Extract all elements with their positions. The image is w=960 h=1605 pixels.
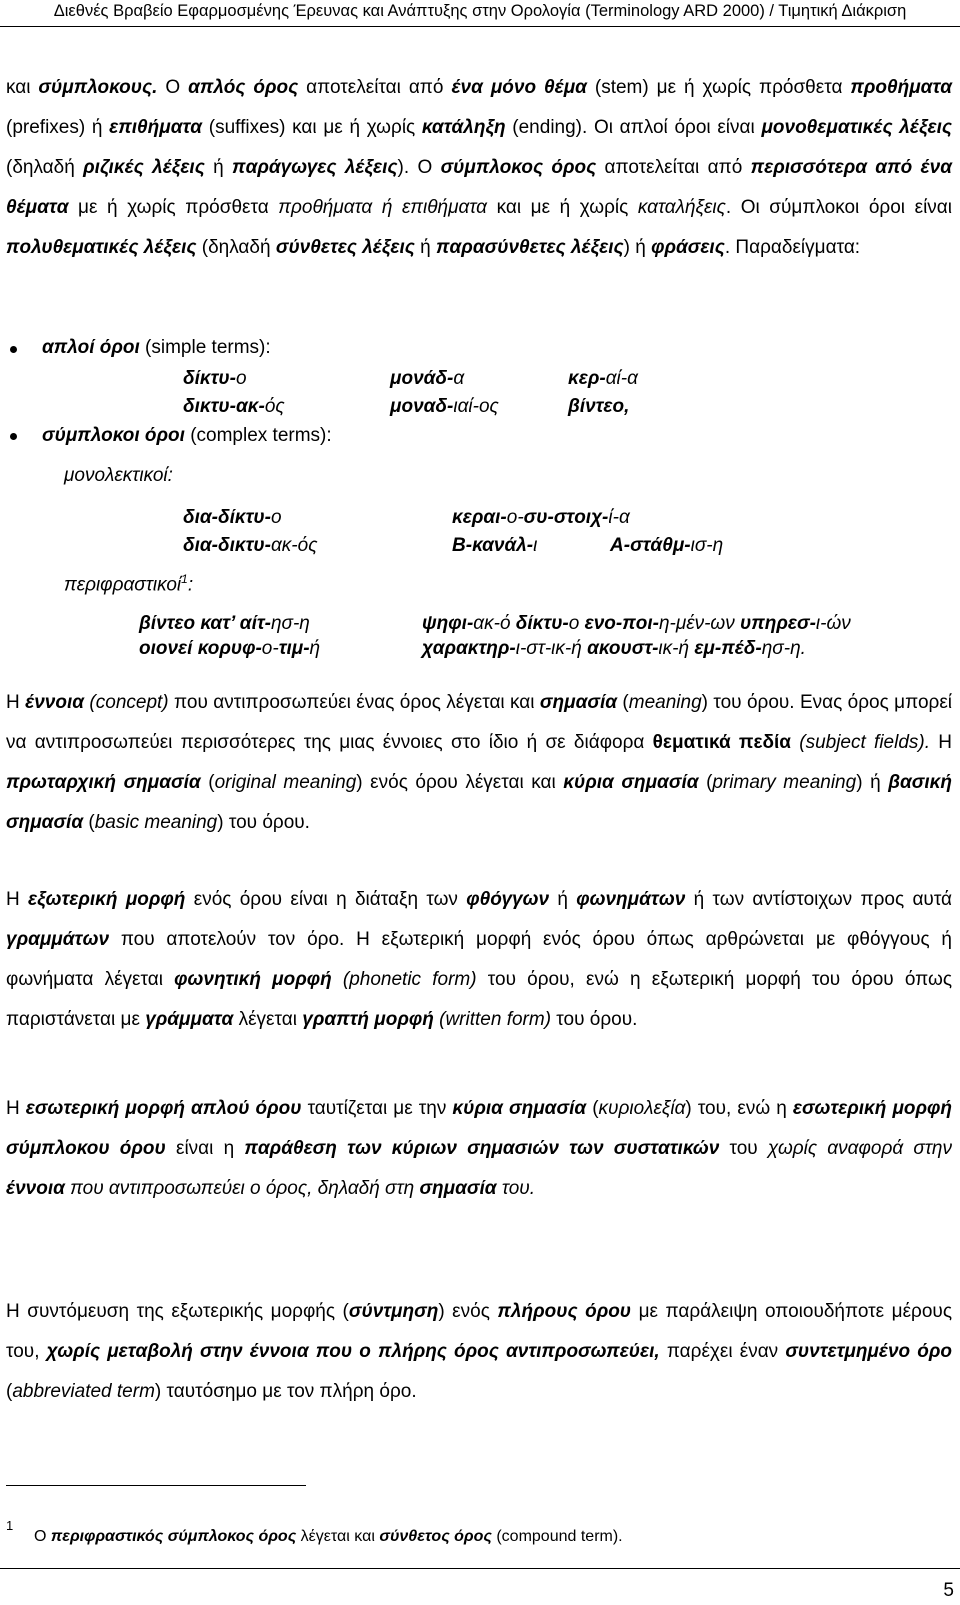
periphrastic-label: περιφραστικοί$^1$:	[64, 572, 194, 596]
simple-example: μονάδ-α	[390, 368, 465, 389]
simple-example: βίντεο,	[568, 396, 630, 417]
simple-example: μοναδ-ιαί-ος	[390, 396, 499, 417]
complex-example: δια-δικτυ-ακ-ός	[183, 535, 318, 556]
complex-example: κεραι-ο-συ-στοιχ-ί-α	[452, 507, 630, 528]
monolectic-label: μονολεκτικοί:	[64, 465, 173, 486]
periphrastic-example: χαρακτηρ-ι-στ-ικ-ή ακουστ-ικ-ή εμ-πέδ-ησ-η.	[422, 638, 806, 659]
footnote-text: Ο περιφραστικός σύμπλοκος όρος λέγεται και σύνθετος όρος (compound term).	[34, 1528, 623, 1545]
periphrastic-example: οιονεί κορυφ-ο-τιμ-ή	[139, 638, 321, 659]
simple-example: δίκτυ-ο	[183, 368, 247, 389]
complex-terms-heading: σύμπλοκοι όροι (complex terms):	[42, 425, 332, 446]
footnote-rule	[6, 1485, 306, 1486]
page-footer-rule	[0, 1568, 960, 1569]
running-header: Διεθνές Βραβείο Εφαρμοσμένης Έρευνας και Ανάπτυξης στην Ορολογία (Terminology ARD 2000) / Τιμητική Διάκριση	[53, 2, 907, 20]
complex-example: A-στάθμ-ισ-η	[610, 535, 724, 556]
paragraph-concept-meaning: Η έννοια (concept) που αντιπροσωπεύει ένας όρος λέγεται και σημασία (meaning) του όρου. Ενας όρος μπορεί να αντιπροσωπεύει περισσότερες της μιας έννοιες στο ίδιο ή σε διάφορα θεματικά πεδία (subject fields). Η πρωταρχική σημασία (original meaning) ενός όρου λέγεται και κύρια σημασία (primary meaning) ή βασική σημασία (basic meaning) του όρου.	[6, 692, 953, 833]
complex-example: B-κανάλ-ι	[452, 535, 538, 556]
complex-example: δια-δίκτυ-ο	[183, 507, 282, 528]
page-number: 5	[943, 1580, 954, 1601]
periphrastic-example: βίντεο κατ’ αίτ-ησ-η	[139, 613, 310, 634]
periphrastic-example: ψηφι-ακ-ό δίκτυ-ο ενο-ποι-η-μέν-ων υπηρεσ-ι-ών	[422, 613, 851, 634]
paragraph-external-form: Η εξωτερική μορφή ενός όρου είναι η διάταξη των φθόγγων ή φωνημάτων ή των αντίστοιχων προς αυτά γραμμάτων που αποτελούν τον όρο. Η εξωτερική μορφή ενός όρου όπως αρθρώνεται με φθόγγους ή φωνήματα λέγεται φωνητική μορφή (phonetic form) του όρου, ενώ η εξωτερική μορφή του όρου όπως παριστάνεται με γράμματα λέγεται γραπτή μορφή (written form) του όρου.	[6, 889, 953, 1030]
paragraph-internal-form: Η εσωτερική μορφή απλού όρου ταυτίζεται με την κύρια σημασία (κυριολεξία) του, ενώ η εσωτερική μορφή σύμπλοκου όρου είναι η παράθεση των κύριων σημασιών των συστατικών του χωρίς αναφορά στην έννοια που αντιπροσωπεύει ο όρος, δηλαδή στη σημασία του.	[6, 1098, 953, 1199]
simple-terms-heading: απλοί όροι (simple terms):	[42, 337, 271, 358]
paragraph-abbreviation: Η συντόμευση της εξωτερικής μορφής (σύντμηση) ενός πλήρους όρου με παράλειψη οποιουδήποτε μέρους του, χωρίς μεταβολή στην έννοια που ο πλήρης όρος αντιπροσωπεύει, παρέχει έναν συντετμημένο όρο (abbreviated term) ταυτόσημο με τον πλήρη όρο.	[6, 1301, 952, 1402]
simple-example: δικτυ-ακ-ός	[183, 396, 285, 417]
footnote-number: 1	[6, 1518, 14, 1533]
simple-example: κερ-αί-α	[568, 368, 638, 389]
header-rule	[0, 26, 960, 27]
bullet-simple-terms	[10, 346, 17, 353]
bullet-complex-terms	[10, 433, 17, 440]
paragraph-term-types: και σύμπλοκους. Ο απλός όρος αποτελείται από ένα μόνο θέμα (stem) με ή χωρίς πρόσθετα προθήματα (prefixes) ή επιθήματα (suffixes) και με ή χωρίς κατάληξη (ending). Οι απλοί όροι είναι μονοθεματικές λέξεις (δηλαδή ριζικές λέξεις ή παράγωγες λέξεις). Ο σύμπλοκος όρος αποτελείται από περισσότερα από ένα θέματα με ή χωρίς πρόσθετα προθήματα ή επιθήματα και με ή χωρίς καταλήξεις. Οι σύμπλοκοι όροι είναι πολυθεματικές λέξεις (δηλαδή σύνθετες λέξεις ή παρασύνθετες λέξεις) ή φράσεις. Παραδείγματα:	[6, 77, 952, 258]
